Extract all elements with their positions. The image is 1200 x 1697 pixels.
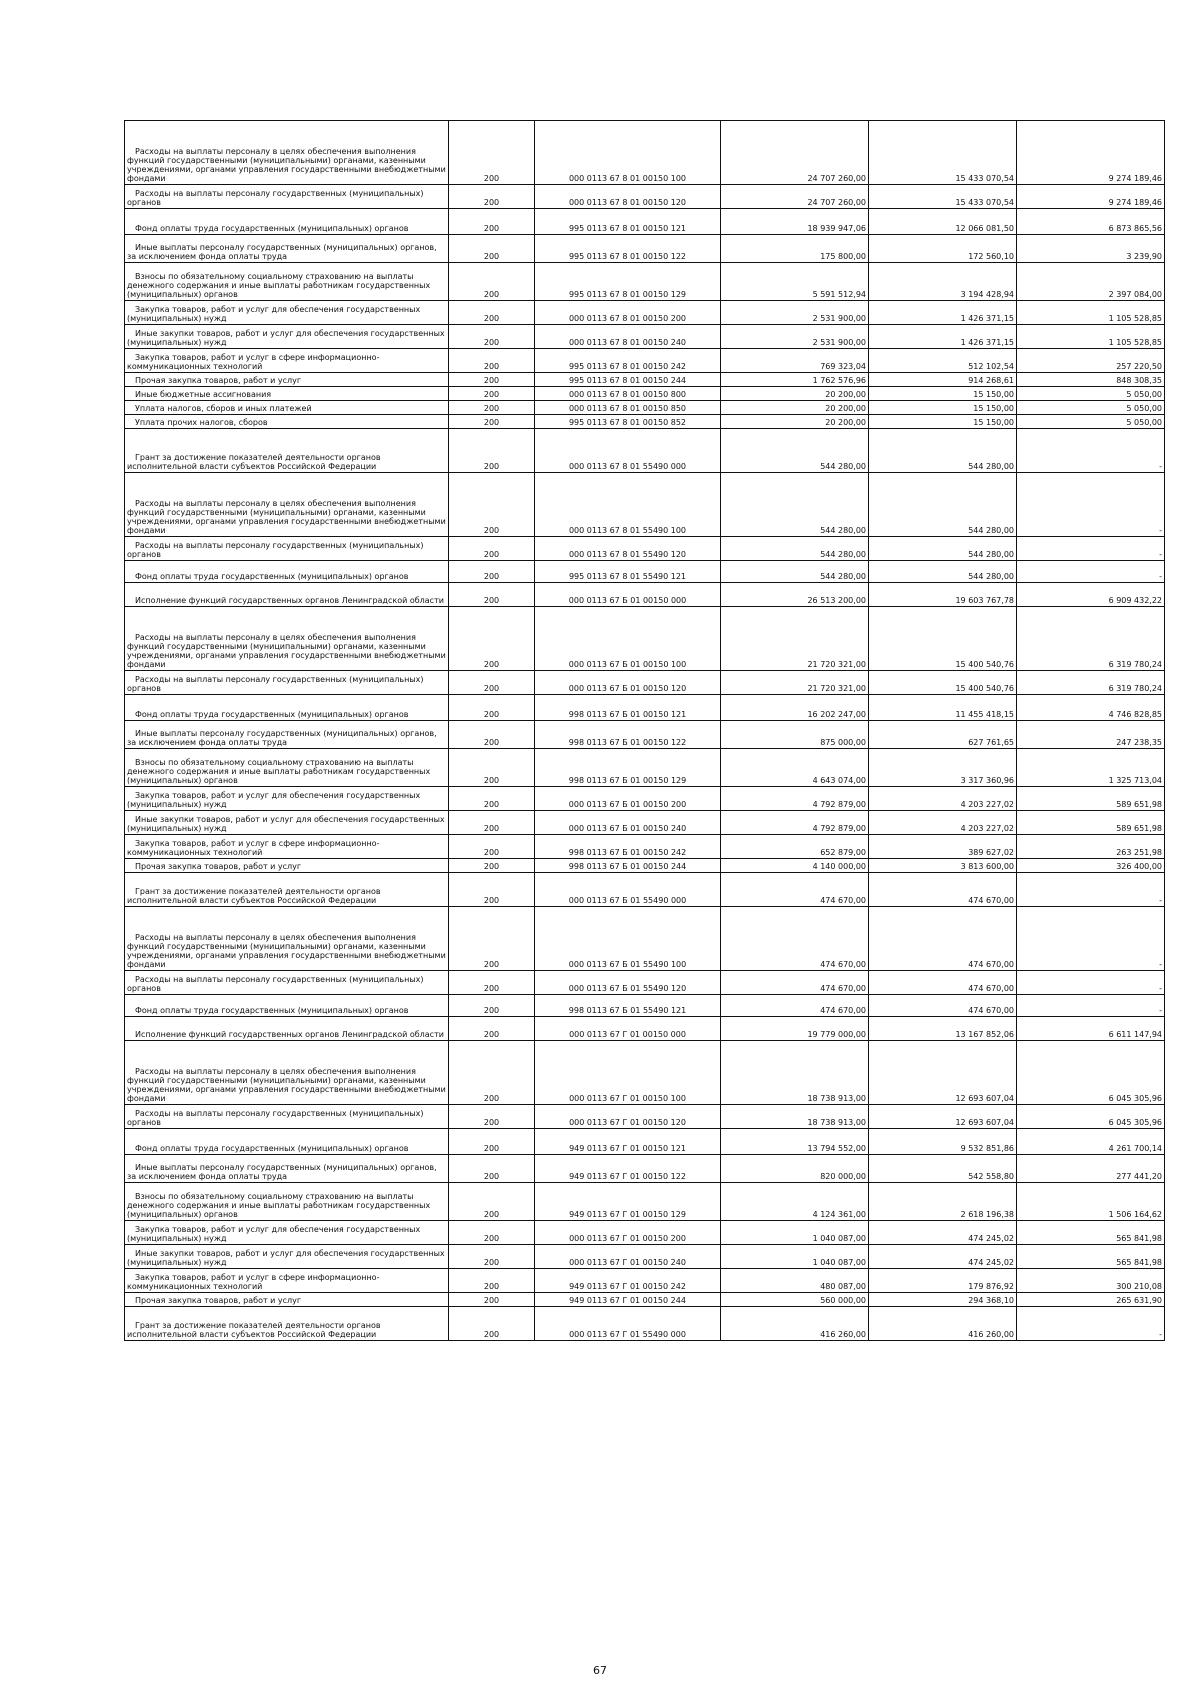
table-row <box>125 1129 1165 1155</box>
table-row <box>125 185 1165 209</box>
row-line-code: 200 <box>449 473 535 537</box>
table-row <box>125 1307 1165 1341</box>
row-executed-amount: 512 102,54 <box>869 349 1017 373</box>
row-unexecuted-amount: 6 319 780,24 <box>1017 607 1165 671</box>
row-unexecuted-amount: 263 251,98 <box>1017 835 1165 859</box>
row-unexecuted-amount: 9 274 189,46 <box>1017 121 1165 185</box>
row-unexecuted-amount: - <box>1017 561 1165 583</box>
table-row <box>125 349 1165 373</box>
row-approved-amount: 875 000,00 <box>721 721 869 749</box>
row-label: Прочая закупка товаров, работ и услуг <box>125 859 449 873</box>
table-row <box>125 787 1165 811</box>
row-approved-amount: 175 800,00 <box>721 235 869 263</box>
row-label: Взносы по обязательному социальному страхованию на выплаты денежного содержания и иные выплаты работникам государственных (муниципальных) органов <box>125 749 449 787</box>
row-label: Иные закупки товаров, работ и услуг для обеспечения государственных (муниципальных) нужд <box>125 325 449 349</box>
row-label: Уплата прочих налогов, сборов <box>125 415 449 429</box>
row-executed-amount: 474 245,02 <box>869 1221 1017 1245</box>
row-line-code: 200 <box>449 859 535 873</box>
row-label: Фонд оплаты труда государственных (муниципальных) органов <box>125 695 449 721</box>
row-budget-code: 995 0113 67 8 01 55490 121 <box>535 561 721 583</box>
row-budget-code: 000 0113 67 8 01 00150 120 <box>535 185 721 209</box>
row-budget-code: 995 0113 67 8 01 00150 852 <box>535 415 721 429</box>
row-approved-amount: 544 280,00 <box>721 537 869 561</box>
row-label: Прочая закупка товаров, работ и услуг <box>125 373 449 387</box>
row-unexecuted-amount: 5 050,00 <box>1017 387 1165 401</box>
row-budget-code: 998 0113 67 Б 01 00150 121 <box>535 695 721 721</box>
row-executed-amount: 19 603 767,78 <box>869 583 1017 607</box>
row-unexecuted-amount: 6 873 865,56 <box>1017 209 1165 235</box>
row-budget-code: 998 0113 67 Б 01 00150 122 <box>535 721 721 749</box>
row-label: Фонд оплаты труда государственных (муниципальных) органов <box>125 561 449 583</box>
row-line-code: 200 <box>449 185 535 209</box>
table-row <box>125 537 1165 561</box>
row-budget-code: 995 0113 67 8 01 00150 121 <box>535 209 721 235</box>
row-line-code: 200 <box>449 401 535 415</box>
table-row <box>125 971 1165 995</box>
row-approved-amount: 652 879,00 <box>721 835 869 859</box>
row-unexecuted-amount: 848 308,35 <box>1017 373 1165 387</box>
row-approved-amount: 4 792 879,00 <box>721 811 869 835</box>
table-row <box>125 1221 1165 1245</box>
row-budget-code: 000 0113 67 Г 01 00150 120 <box>535 1105 721 1129</box>
row-executed-amount: 474 670,00 <box>869 971 1017 995</box>
row-budget-code: 998 0113 67 Б 01 00150 129 <box>535 749 721 787</box>
table-row <box>125 859 1165 873</box>
row-approved-amount: 24 707 260,00 <box>721 185 869 209</box>
row-executed-amount: 12 693 607,04 <box>869 1105 1017 1129</box>
row-executed-amount: 179 876,92 <box>869 1269 1017 1293</box>
row-label: Грант за достижение показателей деятельности органов исполнительной власти субъектов Российской Федерации <box>125 873 449 907</box>
row-line-code: 200 <box>449 721 535 749</box>
row-line-code: 200 <box>449 1307 535 1341</box>
row-executed-amount: 12 693 607,04 <box>869 1041 1017 1105</box>
row-budget-code: 000 0113 67 8 01 55490 000 <box>535 429 721 473</box>
row-line-code: 200 <box>449 971 535 995</box>
row-executed-amount: 15 433 070,54 <box>869 121 1017 185</box>
row-label: Уплата налогов, сборов и иных платежей <box>125 401 449 415</box>
table-row <box>125 835 1165 859</box>
row-line-code: 200 <box>449 325 535 349</box>
row-budget-code: 000 0113 67 8 01 00150 850 <box>535 401 721 415</box>
row-unexecuted-amount: 326 400,00 <box>1017 859 1165 873</box>
row-budget-code: 000 0113 67 Г 01 00150 200 <box>535 1221 721 1245</box>
row-label: Взносы по обязательному социальному страхованию на выплаты денежного содержания и иные выплаты работникам государственных (муниципальных) органов <box>125 1183 449 1221</box>
row-label: Закупка товаров, работ и услуг для обеспечения государственных (муниципальных) нужд <box>125 1221 449 1245</box>
row-approved-amount: 480 087,00 <box>721 1269 869 1293</box>
table-row <box>125 995 1165 1017</box>
row-label: Закупка товаров, работ и услуг в сфере информационно-коммуникационных технологий <box>125 349 449 373</box>
row-budget-code: 000 0113 67 Г 01 00150 240 <box>535 1245 721 1269</box>
table-row <box>125 907 1165 971</box>
row-budget-code: 000 0113 67 8 01 00150 800 <box>535 387 721 401</box>
table-row <box>125 1293 1165 1307</box>
row-approved-amount: 1 762 576,96 <box>721 373 869 387</box>
row-unexecuted-amount: 1 105 528,85 <box>1017 301 1165 325</box>
row-budget-code: 949 0113 67 Г 01 00150 121 <box>535 1129 721 1155</box>
row-approved-amount: 18 738 913,00 <box>721 1105 869 1129</box>
table-row <box>125 415 1165 429</box>
table-row <box>125 325 1165 349</box>
row-executed-amount: 15 433 070,54 <box>869 185 1017 209</box>
table-row <box>125 583 1165 607</box>
row-label: Исполнение функций государственных органов Ленинградской области <box>125 1017 449 1041</box>
row-unexecuted-amount: - <box>1017 429 1165 473</box>
row-approved-amount: 21 720 321,00 <box>721 671 869 695</box>
row-executed-amount: 544 280,00 <box>869 537 1017 561</box>
row-executed-amount: 627 761,65 <box>869 721 1017 749</box>
row-approved-amount: 474 670,00 <box>721 971 869 995</box>
row-approved-amount: 4 140 000,00 <box>721 859 869 873</box>
row-unexecuted-amount: - <box>1017 873 1165 907</box>
row-line-code: 200 <box>449 1105 535 1129</box>
row-line-code: 200 <box>449 537 535 561</box>
row-unexecuted-amount: 6 611 147,94 <box>1017 1017 1165 1041</box>
row-unexecuted-amount: - <box>1017 907 1165 971</box>
row-unexecuted-amount: 565 841,98 <box>1017 1221 1165 1245</box>
row-line-code: 200 <box>449 995 535 1017</box>
row-executed-amount: 474 670,00 <box>869 995 1017 1017</box>
row-unexecuted-amount: 1 105 528,85 <box>1017 325 1165 349</box>
row-line-code: 200 <box>449 1017 535 1041</box>
table-row <box>125 1105 1165 1129</box>
table-row <box>125 1245 1165 1269</box>
row-label: Иные бюджетные ассигнования <box>125 387 449 401</box>
row-unexecuted-amount: - <box>1017 537 1165 561</box>
row-label: Закупка товаров, работ и услуг для обеспечения государственных (муниципальных) нужд <box>125 301 449 325</box>
row-label: Расходы на выплаты персоналу в целях обеспечения выполнения функций государственными (муниципальными) органами, казенными учреждениями, органами управления государственными внебюджетными фондами <box>125 607 449 671</box>
row-executed-amount: 15 400 540,76 <box>869 671 1017 695</box>
row-budget-code: 995 0113 67 8 01 00150 129 <box>535 263 721 301</box>
row-unexecuted-amount: 6 045 305,96 <box>1017 1041 1165 1105</box>
table-row <box>125 671 1165 695</box>
row-budget-code: 000 0113 67 Б 01 00150 240 <box>535 811 721 835</box>
row-approved-amount: 4 124 361,00 <box>721 1183 869 1221</box>
row-label: Фонд оплаты труда государственных (муниципальных) органов <box>125 995 449 1017</box>
row-unexecuted-amount: 9 274 189,46 <box>1017 185 1165 209</box>
row-line-code: 200 <box>449 835 535 859</box>
row-approved-amount: 560 000,00 <box>721 1293 869 1307</box>
row-budget-code: 000 0113 67 Б 01 00150 100 <box>535 607 721 671</box>
row-unexecuted-amount: 1 506 164,62 <box>1017 1183 1165 1221</box>
row-executed-amount: 3 813 600,00 <box>869 859 1017 873</box>
row-budget-code: 998 0113 67 Б 01 00150 242 <box>535 835 721 859</box>
row-executed-amount: 3 317 360,96 <box>869 749 1017 787</box>
budget-execution-table <box>124 120 1165 1341</box>
table-row <box>125 607 1165 671</box>
row-executed-amount: 542 558,80 <box>869 1155 1017 1183</box>
row-label: Расходы на выплаты персоналу государственных (муниципальных) органов <box>125 537 449 561</box>
row-executed-amount: 12 066 081,50 <box>869 209 1017 235</box>
row-line-code: 200 <box>449 1183 535 1221</box>
row-approved-amount: 16 202 247,00 <box>721 695 869 721</box>
row-executed-amount: 15 150,00 <box>869 401 1017 415</box>
row-label: Расходы на выплаты персоналу в целях обеспечения выполнения функций государственными (муниципальными) органами, казенными учреждениями, органами управления государственными внебюджетными фондами <box>125 1041 449 1105</box>
table-row <box>125 1017 1165 1041</box>
row-label: Иные закупки товаров, работ и услуг для обеспечения государственных (муниципальных) нужд <box>125 1245 449 1269</box>
row-executed-amount: 416 260,00 <box>869 1307 1017 1341</box>
row-unexecuted-amount: 6 319 780,24 <box>1017 671 1165 695</box>
row-line-code: 200 <box>449 121 535 185</box>
row-budget-code: 000 0113 67 8 01 00150 100 <box>535 121 721 185</box>
row-line-code: 200 <box>449 1245 535 1269</box>
row-executed-amount: 15 150,00 <box>869 387 1017 401</box>
row-executed-amount: 914 268,61 <box>869 373 1017 387</box>
row-budget-code: 000 0113 67 Б 01 00150 120 <box>535 671 721 695</box>
row-label: Иные выплаты персоналу государственных (муниципальных) органов, за исключением фонда оплаты труда <box>125 1155 449 1183</box>
row-unexecuted-amount: 589 651,98 <box>1017 811 1165 835</box>
row-line-code: 200 <box>449 1269 535 1293</box>
row-approved-amount: 19 779 000,00 <box>721 1017 869 1041</box>
row-executed-amount: 1 426 371,15 <box>869 301 1017 325</box>
row-unexecuted-amount: 300 210,08 <box>1017 1269 1165 1293</box>
row-approved-amount: 21 720 321,00 <box>721 607 869 671</box>
row-approved-amount: 544 280,00 <box>721 473 869 537</box>
row-approved-amount: 4 643 074,00 <box>721 749 869 787</box>
table-row <box>125 429 1165 473</box>
row-budget-code: 000 0113 67 8 01 00150 240 <box>535 325 721 349</box>
row-budget-code: 995 0113 67 8 01 00150 242 <box>535 349 721 373</box>
row-executed-amount: 544 280,00 <box>869 561 1017 583</box>
row-unexecuted-amount: 565 841,98 <box>1017 1245 1165 1269</box>
row-unexecuted-amount: 4 261 700,14 <box>1017 1129 1165 1155</box>
row-unexecuted-amount: 247 238,35 <box>1017 721 1165 749</box>
row-line-code: 200 <box>449 415 535 429</box>
row-line-code: 200 <box>449 301 535 325</box>
table-row <box>125 263 1165 301</box>
row-label: Иные выплаты персоналу государственных (муниципальных) органов, за исключением фонда оплаты труда <box>125 721 449 749</box>
row-approved-amount: 769 323,04 <box>721 349 869 373</box>
row-line-code: 200 <box>449 907 535 971</box>
table-row <box>125 749 1165 787</box>
row-executed-amount: 474 245,02 <box>869 1245 1017 1269</box>
row-unexecuted-amount: - <box>1017 995 1165 1017</box>
row-approved-amount: 2 531 900,00 <box>721 301 869 325</box>
table-row <box>125 1183 1165 1221</box>
row-approved-amount: 544 280,00 <box>721 429 869 473</box>
row-label: Иные выплаты персоналу государственных (муниципальных) органов, за исключением фонда оплаты труда <box>125 235 449 263</box>
row-budget-code: 000 0113 67 8 01 55490 120 <box>535 537 721 561</box>
row-approved-amount: 18 738 913,00 <box>721 1041 869 1105</box>
table-row <box>125 235 1165 263</box>
table-row <box>125 1155 1165 1183</box>
row-label: Грант за достижение показателей деятельности органов исполнительной власти субъектов Российской Федерации <box>125 429 449 473</box>
table-row <box>125 209 1165 235</box>
row-line-code: 200 <box>449 429 535 473</box>
row-executed-amount: 172 560,10 <box>869 235 1017 263</box>
table-row <box>125 387 1165 401</box>
table-row <box>125 401 1165 415</box>
row-line-code: 200 <box>449 1155 535 1183</box>
row-approved-amount: 20 200,00 <box>721 415 869 429</box>
row-budget-code: 000 0113 67 Г 01 00150 000 <box>535 1017 721 1041</box>
row-label: Закупка товаров, работ и услуг для обеспечения государственных (муниципальных) нужд <box>125 787 449 811</box>
table-row <box>125 811 1165 835</box>
row-line-code: 200 <box>449 583 535 607</box>
row-unexecuted-amount: 3 239,90 <box>1017 235 1165 263</box>
table-row <box>125 301 1165 325</box>
table-row <box>125 695 1165 721</box>
row-approved-amount: 1 040 087,00 <box>721 1221 869 1245</box>
row-budget-code: 949 0113 67 Г 01 00150 129 <box>535 1183 721 1221</box>
row-executed-amount: 2 618 196,38 <box>869 1183 1017 1221</box>
row-approved-amount: 26 513 200,00 <box>721 583 869 607</box>
row-approved-amount: 2 531 900,00 <box>721 325 869 349</box>
row-executed-amount: 294 368,10 <box>869 1293 1017 1307</box>
row-label: Фонд оплаты труда государственных (муниципальных) органов <box>125 1129 449 1155</box>
row-budget-code: 949 0113 67 Г 01 00150 242 <box>535 1269 721 1293</box>
table-row <box>125 1041 1165 1105</box>
row-line-code: 200 <box>449 387 535 401</box>
row-budget-code: 998 0113 67 Б 01 55490 121 <box>535 995 721 1017</box>
row-executed-amount: 13 167 852,06 <box>869 1017 1017 1041</box>
row-approved-amount: 18 939 947,06 <box>721 209 869 235</box>
row-line-code: 200 <box>449 373 535 387</box>
row-line-code: 200 <box>449 873 535 907</box>
row-unexecuted-amount: 2 397 084,00 <box>1017 263 1165 301</box>
table-row <box>125 373 1165 387</box>
row-unexecuted-amount: 5 050,00 <box>1017 415 1165 429</box>
row-budget-code: 000 0113 67 Г 01 55490 000 <box>535 1307 721 1341</box>
row-budget-code: 000 0113 67 8 01 55490 100 <box>535 473 721 537</box>
row-label: Фонд оплаты труда государственных (муниципальных) органов <box>125 209 449 235</box>
row-executed-amount: 474 670,00 <box>869 873 1017 907</box>
row-approved-amount: 24 707 260,00 <box>721 121 869 185</box>
row-label: Грант за достижение показателей деятельности органов исполнительной власти субъектов Российской Федерации <box>125 1307 449 1341</box>
row-executed-amount: 3 194 428,94 <box>869 263 1017 301</box>
row-unexecuted-amount: - <box>1017 473 1165 537</box>
row-label: Расходы на выплаты персоналу государственных (муниципальных) органов <box>125 1105 449 1129</box>
row-budget-code: 995 0113 67 8 01 00150 122 <box>535 235 721 263</box>
row-executed-amount: 9 532 851,86 <box>869 1129 1017 1155</box>
row-approved-amount: 5 591 512,94 <box>721 263 869 301</box>
report-sheet <box>124 120 1164 1341</box>
row-line-code: 200 <box>449 561 535 583</box>
row-line-code: 200 <box>449 695 535 721</box>
row-label: Расходы на выплаты персоналу государственных (муниципальных) органов <box>125 671 449 695</box>
row-line-code: 200 <box>449 263 535 301</box>
row-unexecuted-amount: 6 045 305,96 <box>1017 1105 1165 1129</box>
row-budget-code: 000 0113 67 Б 01 55490 120 <box>535 971 721 995</box>
row-line-code: 200 <box>449 671 535 695</box>
row-budget-code: 998 0113 67 Б 01 00150 244 <box>535 859 721 873</box>
row-line-code: 200 <box>449 235 535 263</box>
row-executed-amount: 15 150,00 <box>869 415 1017 429</box>
row-approved-amount: 1 040 087,00 <box>721 1245 869 1269</box>
row-executed-amount: 389 627,02 <box>869 835 1017 859</box>
row-executed-amount: 1 426 371,15 <box>869 325 1017 349</box>
row-executed-amount: 544 280,00 <box>869 429 1017 473</box>
row-label: Исполнение функций государственных органов Ленинградской области <box>125 583 449 607</box>
table-row <box>125 721 1165 749</box>
row-label: Иные закупки товаров, работ и услуг для обеспечения государственных (муниципальных) нужд <box>125 811 449 835</box>
table-body <box>125 121 1165 1341</box>
row-approved-amount: 474 670,00 <box>721 995 869 1017</box>
row-unexecuted-amount: 4 746 828,85 <box>1017 695 1165 721</box>
row-approved-amount: 4 792 879,00 <box>721 787 869 811</box>
table-row <box>125 561 1165 583</box>
row-line-code: 200 <box>449 787 535 811</box>
row-label: Расходы на выплаты персоналу в целях обеспечения выполнения функций государственными (муниципальными) органами, казенными учреждениями, органами управления государственными внебюджетными фондами <box>125 473 449 537</box>
row-unexecuted-amount: - <box>1017 1307 1165 1341</box>
row-line-code: 200 <box>449 811 535 835</box>
row-unexecuted-amount: 589 651,98 <box>1017 787 1165 811</box>
row-line-code: 200 <box>449 209 535 235</box>
row-budget-code: 000 0113 67 8 01 00150 200 <box>535 301 721 325</box>
page-number: 67 <box>593 1664 607 1677</box>
row-label: Взносы по обязательному социальному страхованию на выплаты денежного содержания и иные выплаты работникам государственных (муниципальных) органов <box>125 263 449 301</box>
row-executed-amount: 15 400 540,76 <box>869 607 1017 671</box>
row-unexecuted-amount: - <box>1017 971 1165 995</box>
row-budget-code: 949 0113 67 Г 01 00150 244 <box>535 1293 721 1307</box>
row-budget-code: 000 0113 67 Б 01 00150 200 <box>535 787 721 811</box>
row-approved-amount: 20 200,00 <box>721 401 869 415</box>
row-approved-amount: 416 260,00 <box>721 1307 869 1341</box>
table-row <box>125 1269 1165 1293</box>
row-label: Расходы на выплаты персоналу государственных (муниципальных) органов <box>125 185 449 209</box>
row-budget-code: 000 0113 67 Б 01 00150 000 <box>535 583 721 607</box>
row-unexecuted-amount: 6 909 432,22 <box>1017 583 1165 607</box>
row-approved-amount: 544 280,00 <box>721 561 869 583</box>
row-label: Расходы на выплаты персоналу в целях обеспечения выполнения функций государственными (муниципальными) органами, казенными учреждениями, органами управления государственными внебюджетными фондами <box>125 907 449 971</box>
row-approved-amount: 13 794 552,00 <box>721 1129 869 1155</box>
row-line-code: 200 <box>449 1293 535 1307</box>
row-unexecuted-amount: 257 220,50 <box>1017 349 1165 373</box>
row-label: Прочая закупка товаров, работ и услуг <box>125 1293 449 1307</box>
row-approved-amount: 820 000,00 <box>721 1155 869 1183</box>
row-approved-amount: 20 200,00 <box>721 387 869 401</box>
row-label: Расходы на выплаты персоналу в целях обеспечения выполнения функций государственными (муниципальными) органами, казенными учреждениями, органами управления государственными внебюджетными фондами <box>125 121 449 185</box>
row-line-code: 200 <box>449 607 535 671</box>
row-unexecuted-amount: 265 631,90 <box>1017 1293 1165 1307</box>
row-budget-code: 000 0113 67 Б 01 55490 100 <box>535 907 721 971</box>
row-unexecuted-amount: 5 050,00 <box>1017 401 1165 415</box>
row-label: Расходы на выплаты персоналу государственных (муниципальных) органов <box>125 971 449 995</box>
table-row <box>125 121 1165 185</box>
row-label: Закупка товаров, работ и услуг в сфере информационно-коммуникационных технологий <box>125 1269 449 1293</box>
row-executed-amount: 11 455 418,15 <box>869 695 1017 721</box>
row-line-code: 200 <box>449 349 535 373</box>
table-row <box>125 473 1165 537</box>
row-budget-code: 000 0113 67 Б 01 55490 000 <box>535 873 721 907</box>
row-executed-amount: 4 203 227,02 <box>869 811 1017 835</box>
row-line-code: 200 <box>449 1221 535 1245</box>
row-line-code: 200 <box>449 1129 535 1155</box>
row-approved-amount: 474 670,00 <box>721 873 869 907</box>
table-row <box>125 873 1165 907</box>
row-budget-code: 995 0113 67 8 01 00150 244 <box>535 373 721 387</box>
row-budget-code: 949 0113 67 Г 01 00150 122 <box>535 1155 721 1183</box>
row-line-code: 200 <box>449 749 535 787</box>
row-executed-amount: 544 280,00 <box>869 473 1017 537</box>
row-executed-amount: 4 203 227,02 <box>869 787 1017 811</box>
row-line-code: 200 <box>449 1041 535 1105</box>
row-budget-code: 000 0113 67 Г 01 00150 100 <box>535 1041 721 1105</box>
row-label: Закупка товаров, работ и услуг в сфере информационно-коммуникационных технологий <box>125 835 449 859</box>
row-unexecuted-amount: 277 441,20 <box>1017 1155 1165 1183</box>
row-unexecuted-amount: 1 325 713,04 <box>1017 749 1165 787</box>
row-approved-amount: 474 670,00 <box>721 907 869 971</box>
row-executed-amount: 474 670,00 <box>869 907 1017 971</box>
